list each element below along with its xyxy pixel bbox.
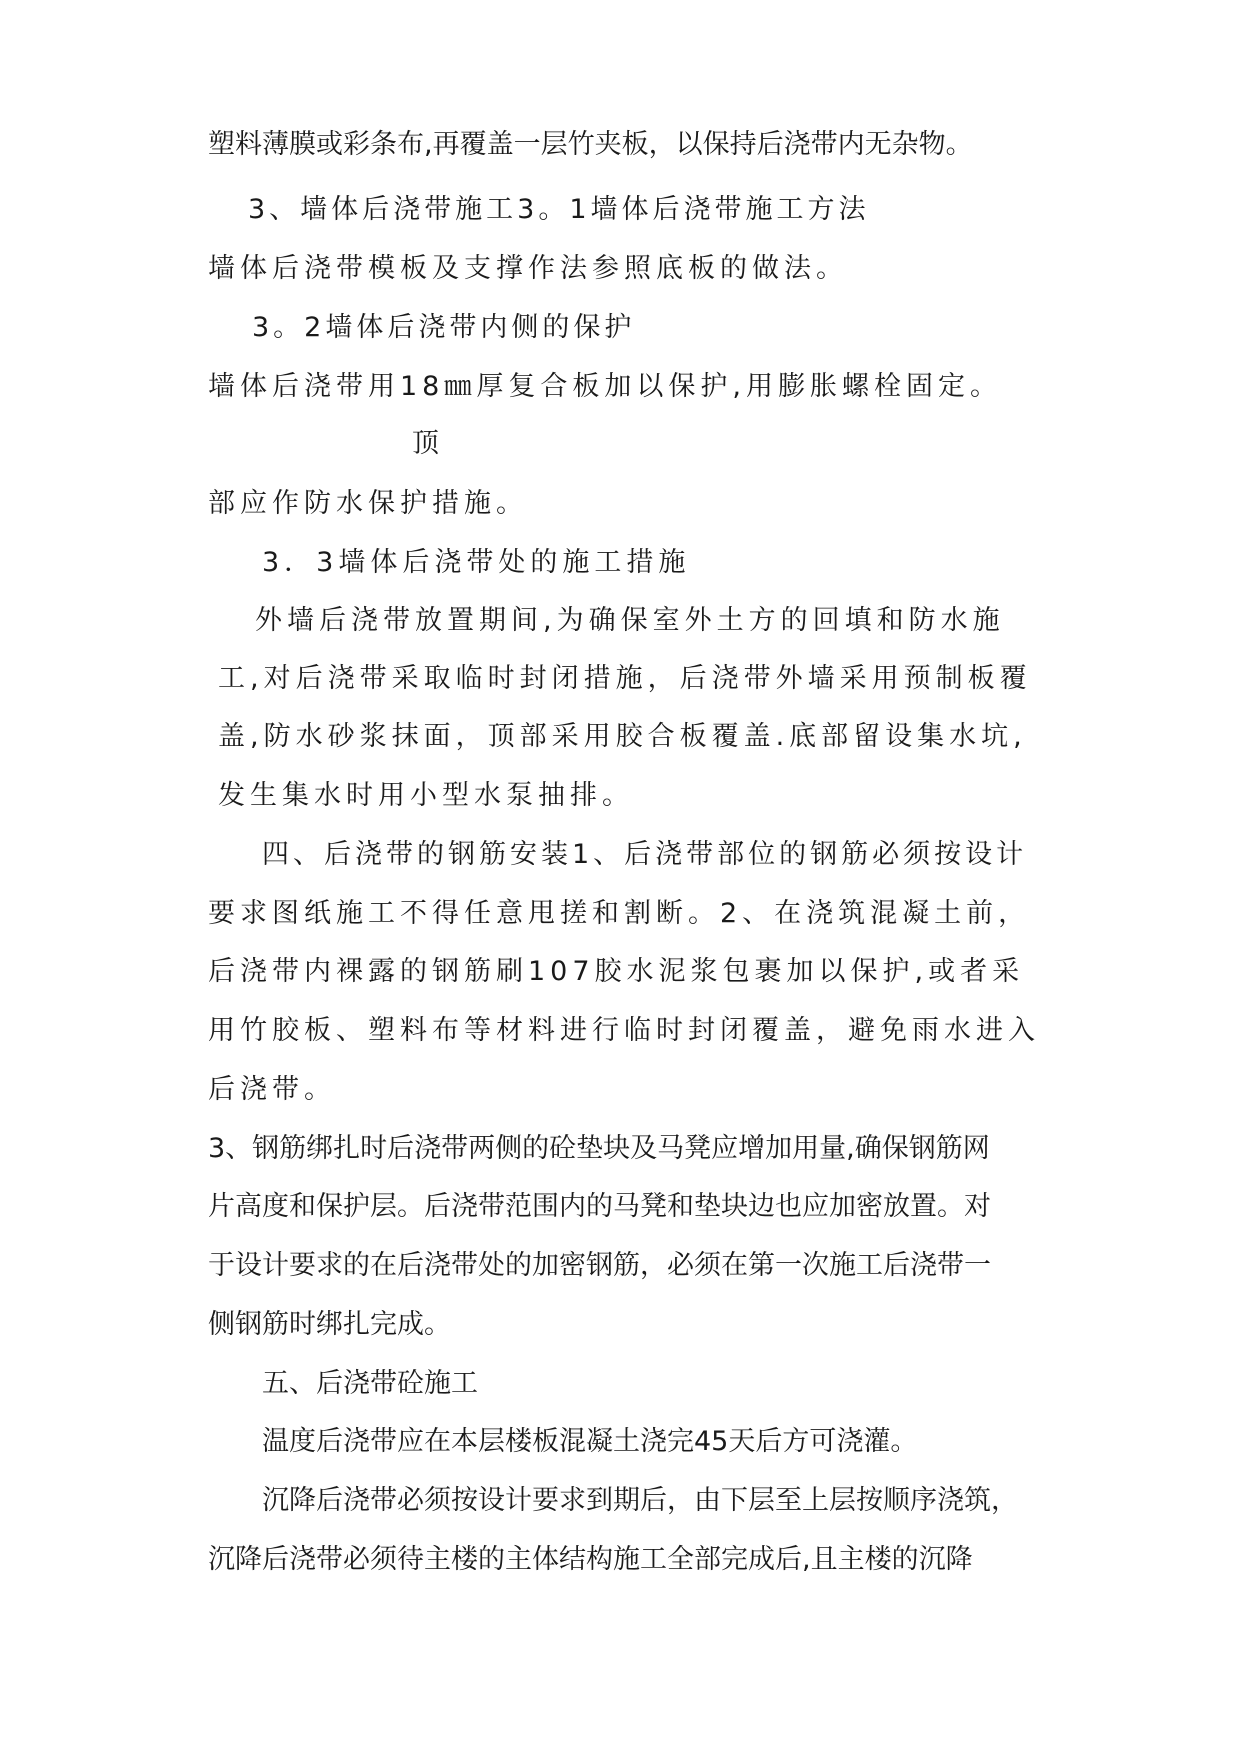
text-line-15: 后浇带内裸露的钢筋刷107胶水泥浆包裹加以保护,或者采 bbox=[208, 956, 1025, 987]
text-line-6: 顶 bbox=[412, 428, 439, 459]
text-line-9: 外墙后浇带放置期间,为确保室外土方的回填和防水施 bbox=[255, 605, 1005, 636]
text-line-11: 盖,防水砂浆抹面，顶部采用胶合板覆盖.底部留设集水坑, bbox=[218, 721, 1027, 752]
text-line-13: 四、后浇带的钢筋安装1、后浇带部位的钢筋必须按设计 bbox=[262, 839, 1028, 870]
text-line-3: 墙体后浇带模板及支撑作法参照底板的做法。 bbox=[208, 253, 848, 284]
text-line-25: 沉降后浇带必须待主楼的主体结构施工全部完成后,且主楼的沉降 bbox=[208, 1544, 973, 1575]
text-line-23: 温度后浇带应在本层楼板混凝土浇完45天后方可浇灌。 bbox=[262, 1426, 918, 1457]
text-line-1: 塑料薄膜或彩条布,再覆盖一层竹夹板，以保持后浇带内无杂物。 bbox=[208, 129, 973, 160]
text-line-22: 五、后浇带砼施工 bbox=[262, 1368, 478, 1399]
text-line-17: 后浇带。 bbox=[208, 1074, 336, 1105]
text-line-2: 3、墙体后浇带施工3。1墙体后浇带施工方法 bbox=[248, 194, 870, 225]
text-line-10: 工,对后浇带采取临时封闭措施，后浇带外墙采用预制板覆 bbox=[218, 663, 1032, 694]
text-line-7: 部应作防水保护措施。 bbox=[208, 488, 528, 519]
text-line-19: 片高度和保护层。后浇带范围内的马凳和垫块边也应加密放置。对 bbox=[208, 1191, 991, 1222]
text-line-20: 于设计要求的在后浇带处的加密钢筋，必须在第一次施工后浇带一 bbox=[208, 1250, 991, 1281]
text-line-21: 侧钢筋时绑扎完成。 bbox=[208, 1309, 451, 1340]
text-line-5: 墙体后浇带用18㎜厚复合板加以保护,用膨胀螺栓固定。 bbox=[208, 371, 1002, 402]
text-line-16: 用竹胶板、塑料布等材料进行临时封闭覆盖，避免雨水进入 bbox=[208, 1015, 1040, 1046]
text-line-12: 发生集水时用小型水泵抽排。 bbox=[218, 780, 634, 811]
text-line-14: 要求图纸施工不得任意甩搓和割断。2、在浇筑混凝土前， bbox=[208, 898, 1031, 929]
text-line-24: 沉降后浇带必须按设计要求到期后，由下层至上层按顺序浇筑， bbox=[262, 1485, 1018, 1516]
text-line-4: 3。2墙体后浇带内侧的保护 bbox=[252, 312, 636, 343]
text-line-8: 3．3墙体后浇带处的施工措施 bbox=[262, 547, 691, 578]
text-line-18: 3、钢筋绑扎时后浇带两侧的砼垫块及马凳应增加用量,确保钢筋网 bbox=[208, 1133, 990, 1164]
